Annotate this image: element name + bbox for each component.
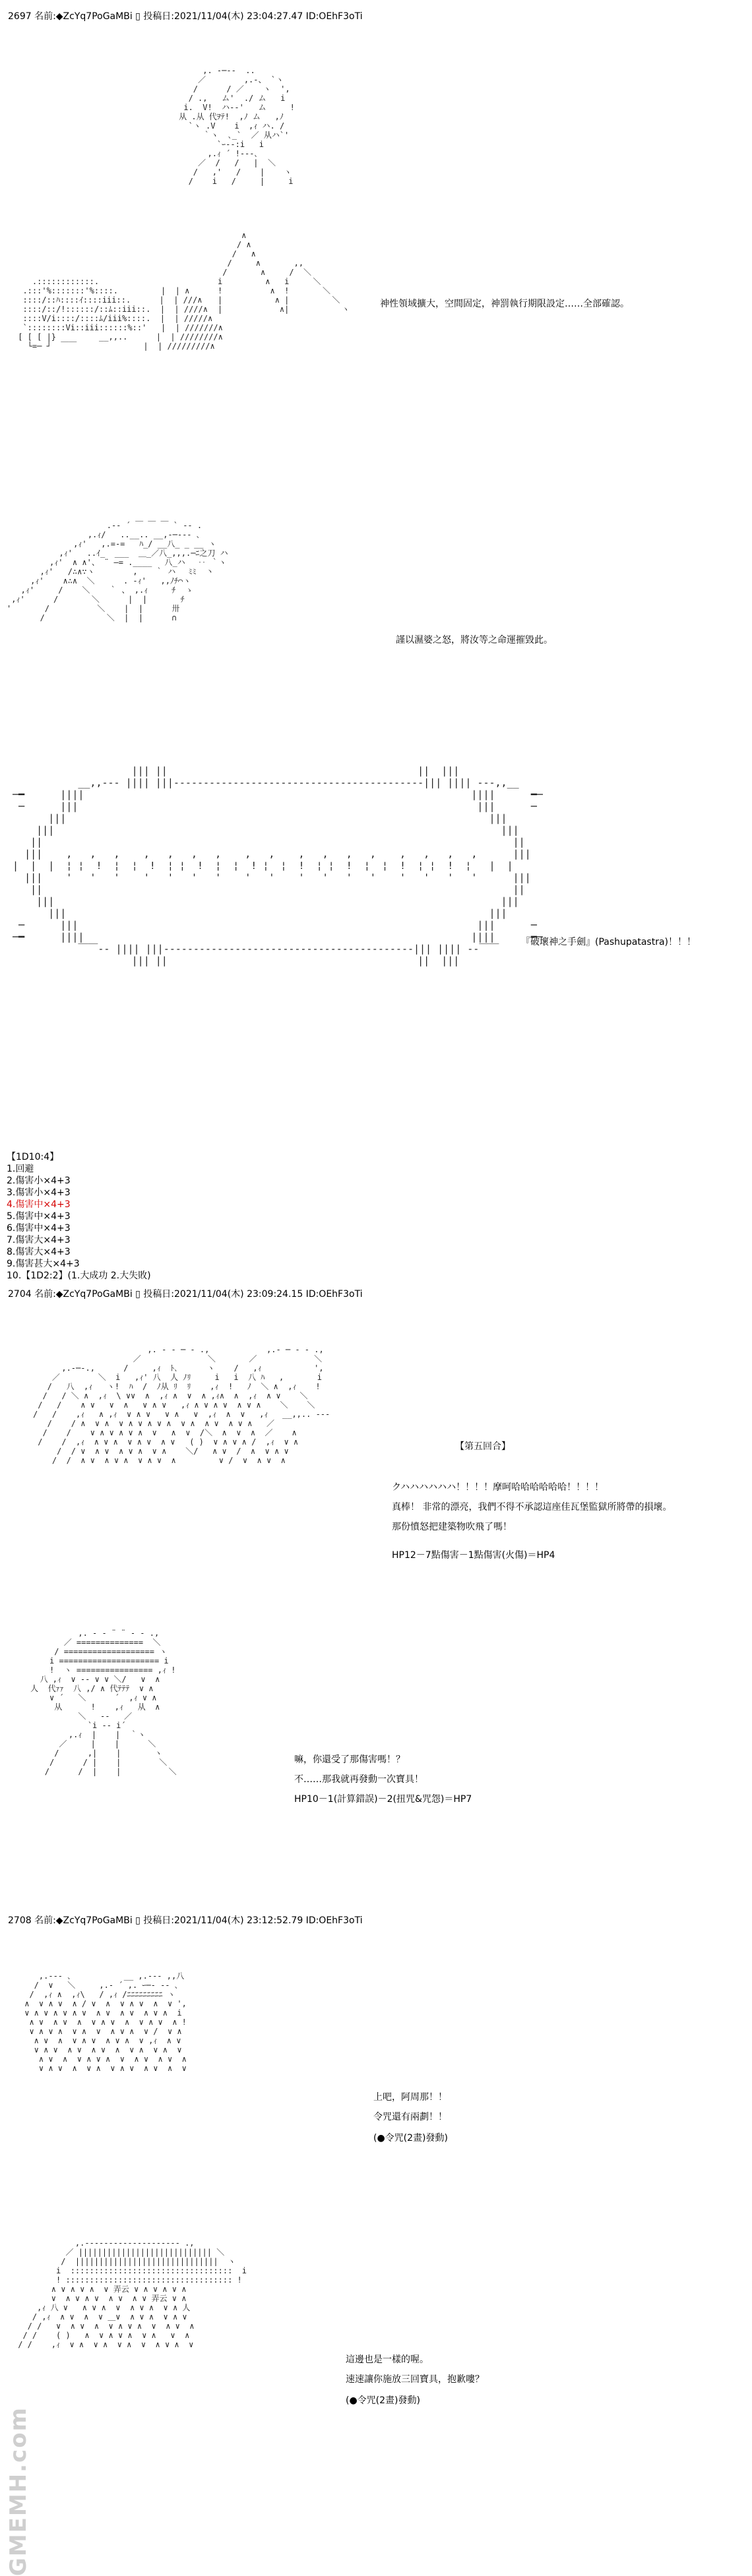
post2-line-2: クハハハハハハ！！！！摩呵哈哈哈哈哈哈！！！！ — [392, 1482, 604, 1493]
dice-item: 1.回避 — [7, 1164, 34, 1174]
ascii-art-frame: ||| || || ||| __,,-‐‐ |||| |||------------------------------------------||| |||| ‐‐-,,__ ─━ |||| |||| ━─ ─ ||| ||| ─ ||| ||| ||| ||| || || ||| , , , , , , , , , , , , , , , , , ||| | | | ¦ ¦ ! ¦ ¦ ! ¦ ¦ ! ¦ ¦ ! ¦ ¦ ! ¦ ¦ ! ¦ ¦ ! ¦ ¦ ! ¦ | | ||| ' ' ' ' ' ' ' ' ' ' ' ' ' ' ' ' ' ||| || || ||| ||| ||| ||| ─ ||| ||| ─ ─━ |||| |||| ━─ ￣￣‐‐ |||| |||------------------------------------------||| |||| ‐‐￣￣ ||| || || ||| — [13, 765, 543, 967]
ascii-art-figure-4: ,. - ‐ ¨ ¨ ‐ - ., ／ ============== ＼ / =================== ヽ i ===================== i ! ヽ ================ ,ｨ ! 八 ,ｨ ∨ -‐ ∨ ∨ ＼/ ∨ ∧ 人 代ｧｧ 八 ,/ ∧ 代ﾃﾃﾃ ∨ ∧ ∨ ´ ＼ ´ ,ｨ ∨ ∧ 从 ! ,ｨ 从 ∧ ＼ ‐‐ ／ `i ‐‐ i´ ,.ｨ | | ｀ヽ ／ | | ＼ / ,| | ヽ / / | | ＼ / / | | ＼ — [30, 1629, 177, 1776]
post2-line-3: 真棒！ 非常的漂亮，我們不得不承認這座佳瓦堡監獄所將帶的損壞。 — [392, 1502, 672, 1513]
dice-item: 6.傷害中×4+3 — [7, 1223, 71, 1234]
post3-line-4: 這邊也是一樣的喔。 — [346, 2354, 429, 2365]
ascii-art-figure-6: ,.-‐‐‐‐‐‐‐‐‐‐‐‐‐‐‐‐‐‐- ., ／ |||||||||||||||||||||||||||| ＼ / |||||||||||||||||||||||||||||| ヽ i :::::::::::::::::::::::::::::::::: i ! ::::::::::::::::::::::::::::::::::: ! ∧ ∨ ∧ ∨ ∧ ∨ 弄云 ∨ ∧ ∨ ∧ ∨ ∧ ∨ ∧ ∨ ∧ ∨ ∧ ∨ ∧ ∨ 弄云 ∨ ∧ ,ｨ 八 ∨ ∧ ∨ ∧ ∨ ∧ ∨ ∧ ∨ ∧ 人 / ,ｨ ∧ ∨ ∧ ∨ ＿∨ ∧ ∨ ∧ ∨ ∧ ∨ / / ∨ ∧ ∨ ∧ ∨ ∧ ∨ ∧ ∨ ∧ ∨ ∧ / / ( ) ∧ ∨ ∧ ∨ ∧ ∨ ∧ ∨ ∧ / / ,ｨ ∨ ∧ ∨ ∧ ∨ ∧ ∨ ∧ ∨ ∧ ∨ — [18, 2238, 247, 2349]
post2-line-4: 那份憤怒把建築物吹飛了嗎！ — [392, 1522, 512, 1532]
post2-line-7: 不……那我就再發動一次寶具！ — [294, 1774, 423, 1785]
post3-line-3: (●令咒(2畫)發動) — [373, 2133, 448, 2143]
post3-line-6: (●令咒(2畫)發動) — [346, 2395, 420, 2406]
post2-line-5: HP12－7點傷害－1點傷害(火傷)＝HP4 — [392, 1550, 555, 1561]
dice-item-selected: 4.傷害中×4+3 — [7, 1199, 71, 1210]
post1-line-2: 謹以濕婆之怒，將汝等之命運摧毀此。 — [396, 635, 553, 645]
dice-item: 7.傷害大×4+3 — [7, 1235, 71, 1245]
watermark: GMEMH.com — [5, 2407, 32, 2576]
post2-line-8: HP10－1(計算錯誤)－2(扭咒&咒怨)＝HP7 — [294, 1794, 472, 1805]
dice-item: 10.【1D2:2】(1.大成功 2.大失敗) — [7, 1271, 151, 1281]
dice-item: 5.傷害中×4+3 — [7, 1211, 71, 1222]
ascii-art-figure-2: .-‐ ´ ￣ ￣ ￣ ` ‐- . ,.ｨ/ ..__.. __,-─‐‐- ､ ,ｨ' ,.=‐= ﾊ_/ __八_ _ __ ヽ ,ｨ' ..ｲ_ ___ ＿_／八_,,,.─ﾆ之刀 ハ ,ｨ' ∧ ∧'、 ¨ ―= .____ 八_ハ ‥ ｀ヽ ,ｨ' /∴∧∵ヽ , ｀ ハ ﾐﾐ 丶 ,ｨ' ∧∴∧ ＼ . ‐ｨ' ,,ﾉﾁ⌒ヽ ,ｨ' / ＼ ｀ 、 ,.ｨ ﾁ ゝ ,ｨ' / ＼ | | ﾁ ' / ＼ | | 卅 / ＼ | | ∩ — [7, 521, 228, 622]
ascii-art-figure-3: ,. - ‐ ─ - ., ,.- ─ ‐ - ., ／ ＼ ／ ＼ ,.-─-., / ,ｨ ﾄ､ ヽ / ,ｨ ', ／ ＼ i ,ｨ' 八 人 ﾉﾘ i i 八 ﾊ , i / 八 ,ｨ ヽ! ﾊ / ﾉ从 ﾘ ﾘ ,ｨ ! ﾉ ＼ ∧ ,ｨ ! / / ＼ ∧ ,ｨ \ ∨∨ ∧ ,ｨ ∧ ∨ ∧ ,ｨ∧ ∧ ,ｨ ∧ ∨ ＼ / / ∧ ∨ ∨ ∧ ∨ ∧ ∨ ,ｨ ∧ ∨ ∧ ∨ ∧ ∨ ∧ ＼ ＼ / / ,ｨ ∧ ,ｨ ∨ ∧ ∨ ∨ ∧ ∨ ,ｨ ∧ ∨ ,ｨ __,,.. -‐‐ / / ∧ ∨ ∧ ∨ ∧ ∨ ∧ ∨ ∧ ∨ ∧ ∧ ∨ ∧ ∨ ∧ ／ / / ∨ ∧ ∨ ∧ ∨ ∧ ∨ ∧ ∨ /＼ ∧ ∨ ∧ ／ ∧ / / ,ｨ ∧ ∨ ∧ ∨ ∧ ∨ ∧ ∨ ( ) ∨ ∧ ∨ ∧ / ,ｨ ∨ ∧ / / ∨ ∧ ∨ ∧ ∨ ∧ ∨ ∧ ＼/ ∧ ∨ / ∧ ∨ ∧ ∨ / / ∧ ∨ ∧ ∨ ∧ ∨ ∧ ∨ ∧ ∨ / ∨ ∧ ∨ ∧ — [33, 1345, 330, 1465]
post-header-2704: 2704 名前:◆ZcYq7PoGaMBi ▯ 投稿日:2021/11/04(木) 23:09:24.15 ID:OEhF3oTi — [8, 1289, 363, 1300]
post3-line-2: 令咒還有兩劃！！ — [373, 2112, 447, 2122]
post2-line-1: 【第五回合】 — [455, 1441, 511, 1452]
post1-line-3: 『破壞神之手劍』(Pashupatastra)！！！ — [521, 937, 697, 947]
ascii-art-figure-1-body: ∧ / ∧ / ∧ / ∧ ,, / ∧ / ＼ i ∧ i ＼ ! ∧ ! ＼ | ∧ | ＼ | ∧| ヽ — [218, 231, 350, 314]
ascii-art-figure-1: ,. -─‐- .. ／ ,.-、 `ヽ / / ／ ヽ ', / ., ム' ./ ム i i. V! ハ-‐' ム ! 从 .从 代ｦﾃ! ,ﾉ ム ,ﾉ `ヽ .V i ,ｨ ハ. / ｀ヽ ､_` ／ 从ハ`' `ｰ‐-:i i ,.ｨ ´ !‐‐‐､ ／ / / | ＼ / ,' / | ヽ / i / | i — [179, 66, 295, 186]
post3-line-1: 上吧，阿周那！！ — [373, 2092, 447, 2103]
dice-item: 8.傷害大×4+3 — [7, 1247, 71, 1257]
post2-line-6: 嘛，你還受了那傷害嗎！？ — [294, 1754, 405, 1765]
dice-item: 2.傷害小×4+3 — [7, 1176, 71, 1186]
post3-line-5: 速速讓你施放三回寶具，抱歉嘍？ — [346, 2374, 484, 2385]
dice-item: 3.傷害小×4+3 — [7, 1187, 71, 1198]
ascii-art-block-1: .::::::::::::. .:::'%:::::::'%::::. | | ∧ ::::/::ﾊ::::ｲ::::iii::. | | ///∧ ::::/::/!::::::/::ﾑ::iii::. | | ////∧ ::::V/i::::/::::ﾑ/iii%::::. | | /////∧ `::::::::Vi::iii::::::%::' | | ///////∧ [ [ [ |} __,,.. | | ////////∧ └=─ ┘ ￣￣ | | /////////∧ — [18, 277, 223, 351]
dice-item: 9.傷害甚大×4+3 — [7, 1259, 80, 1269]
dice-title: 【1D10:4】 — [7, 1152, 59, 1162]
post1-line-1: 神性領域擴大，空間固定，神罰執行期限設定……全部確認。 — [380, 299, 629, 309]
post-header-2708: 2708 名前:◆ZcYq7PoGaMBi ▯ 投稿日:2021/11/04(木) 23:12:52.79 ID:OEhF3oTi — [8, 1915, 363, 1926]
ascii-art-figure-5: ,.-‐‐ ､ __ ,.-‐‐ ,,八 / ∨ ＼ ,.- ´ ,. ｰ─‐ ‐- ､ / ,ｨ ∧ ,ｨ\ / ,ｨ /ﾆﾆﾆﾆﾆﾆﾆﾆﾆ ヽ ∧ ∨ ∧ ∨ ∧ / ∨ ∧ ∨ ∧ ∨ ∧ ∨ ', ∨ ∧ ∨ ∧ ∨ ∧ ∨ ∧ ∨ ∧ ∨ ∧ ∨ ∧ i ∧ ∨ ∧ ∨ ∧ ∨ ∧ ∨ ∧ ∨ ∧ ∨ ∧ ! ∨ ∧ ∨ ∧ ∨ ∧ ∨ ∧ ∨ ∧ ∨ / ∨ ∧ ∧ ∨ ∧ ∨ ∧ ∨ ∧ ∨ ∧ ∨ ,ｨ ∧ ∨ ∨ ∧ ∨ ∧ ∨ ∧ ∨ ∧ ∨ ∧ ∨ ∧ ∨ ∧ ∨ ∧ ∨ ∧ ∨ ∧ ∨ ∧ ∨ ∧ ∨ ∧ ∨ ∧ ∨ ∧ ∨ ∧ ∨ ∧ ∨ ∧ ∨ ∧ ∨ — [24, 1971, 187, 2073]
post-header-2697: 2697 名前:◆ZcYq7PoGaMBi ▯ 投稿日:2021/11/04(木) 23:04:27.47 ID:OEhF3oTi — [8, 11, 363, 22]
dice-table — [7, 1151, 151, 1282]
